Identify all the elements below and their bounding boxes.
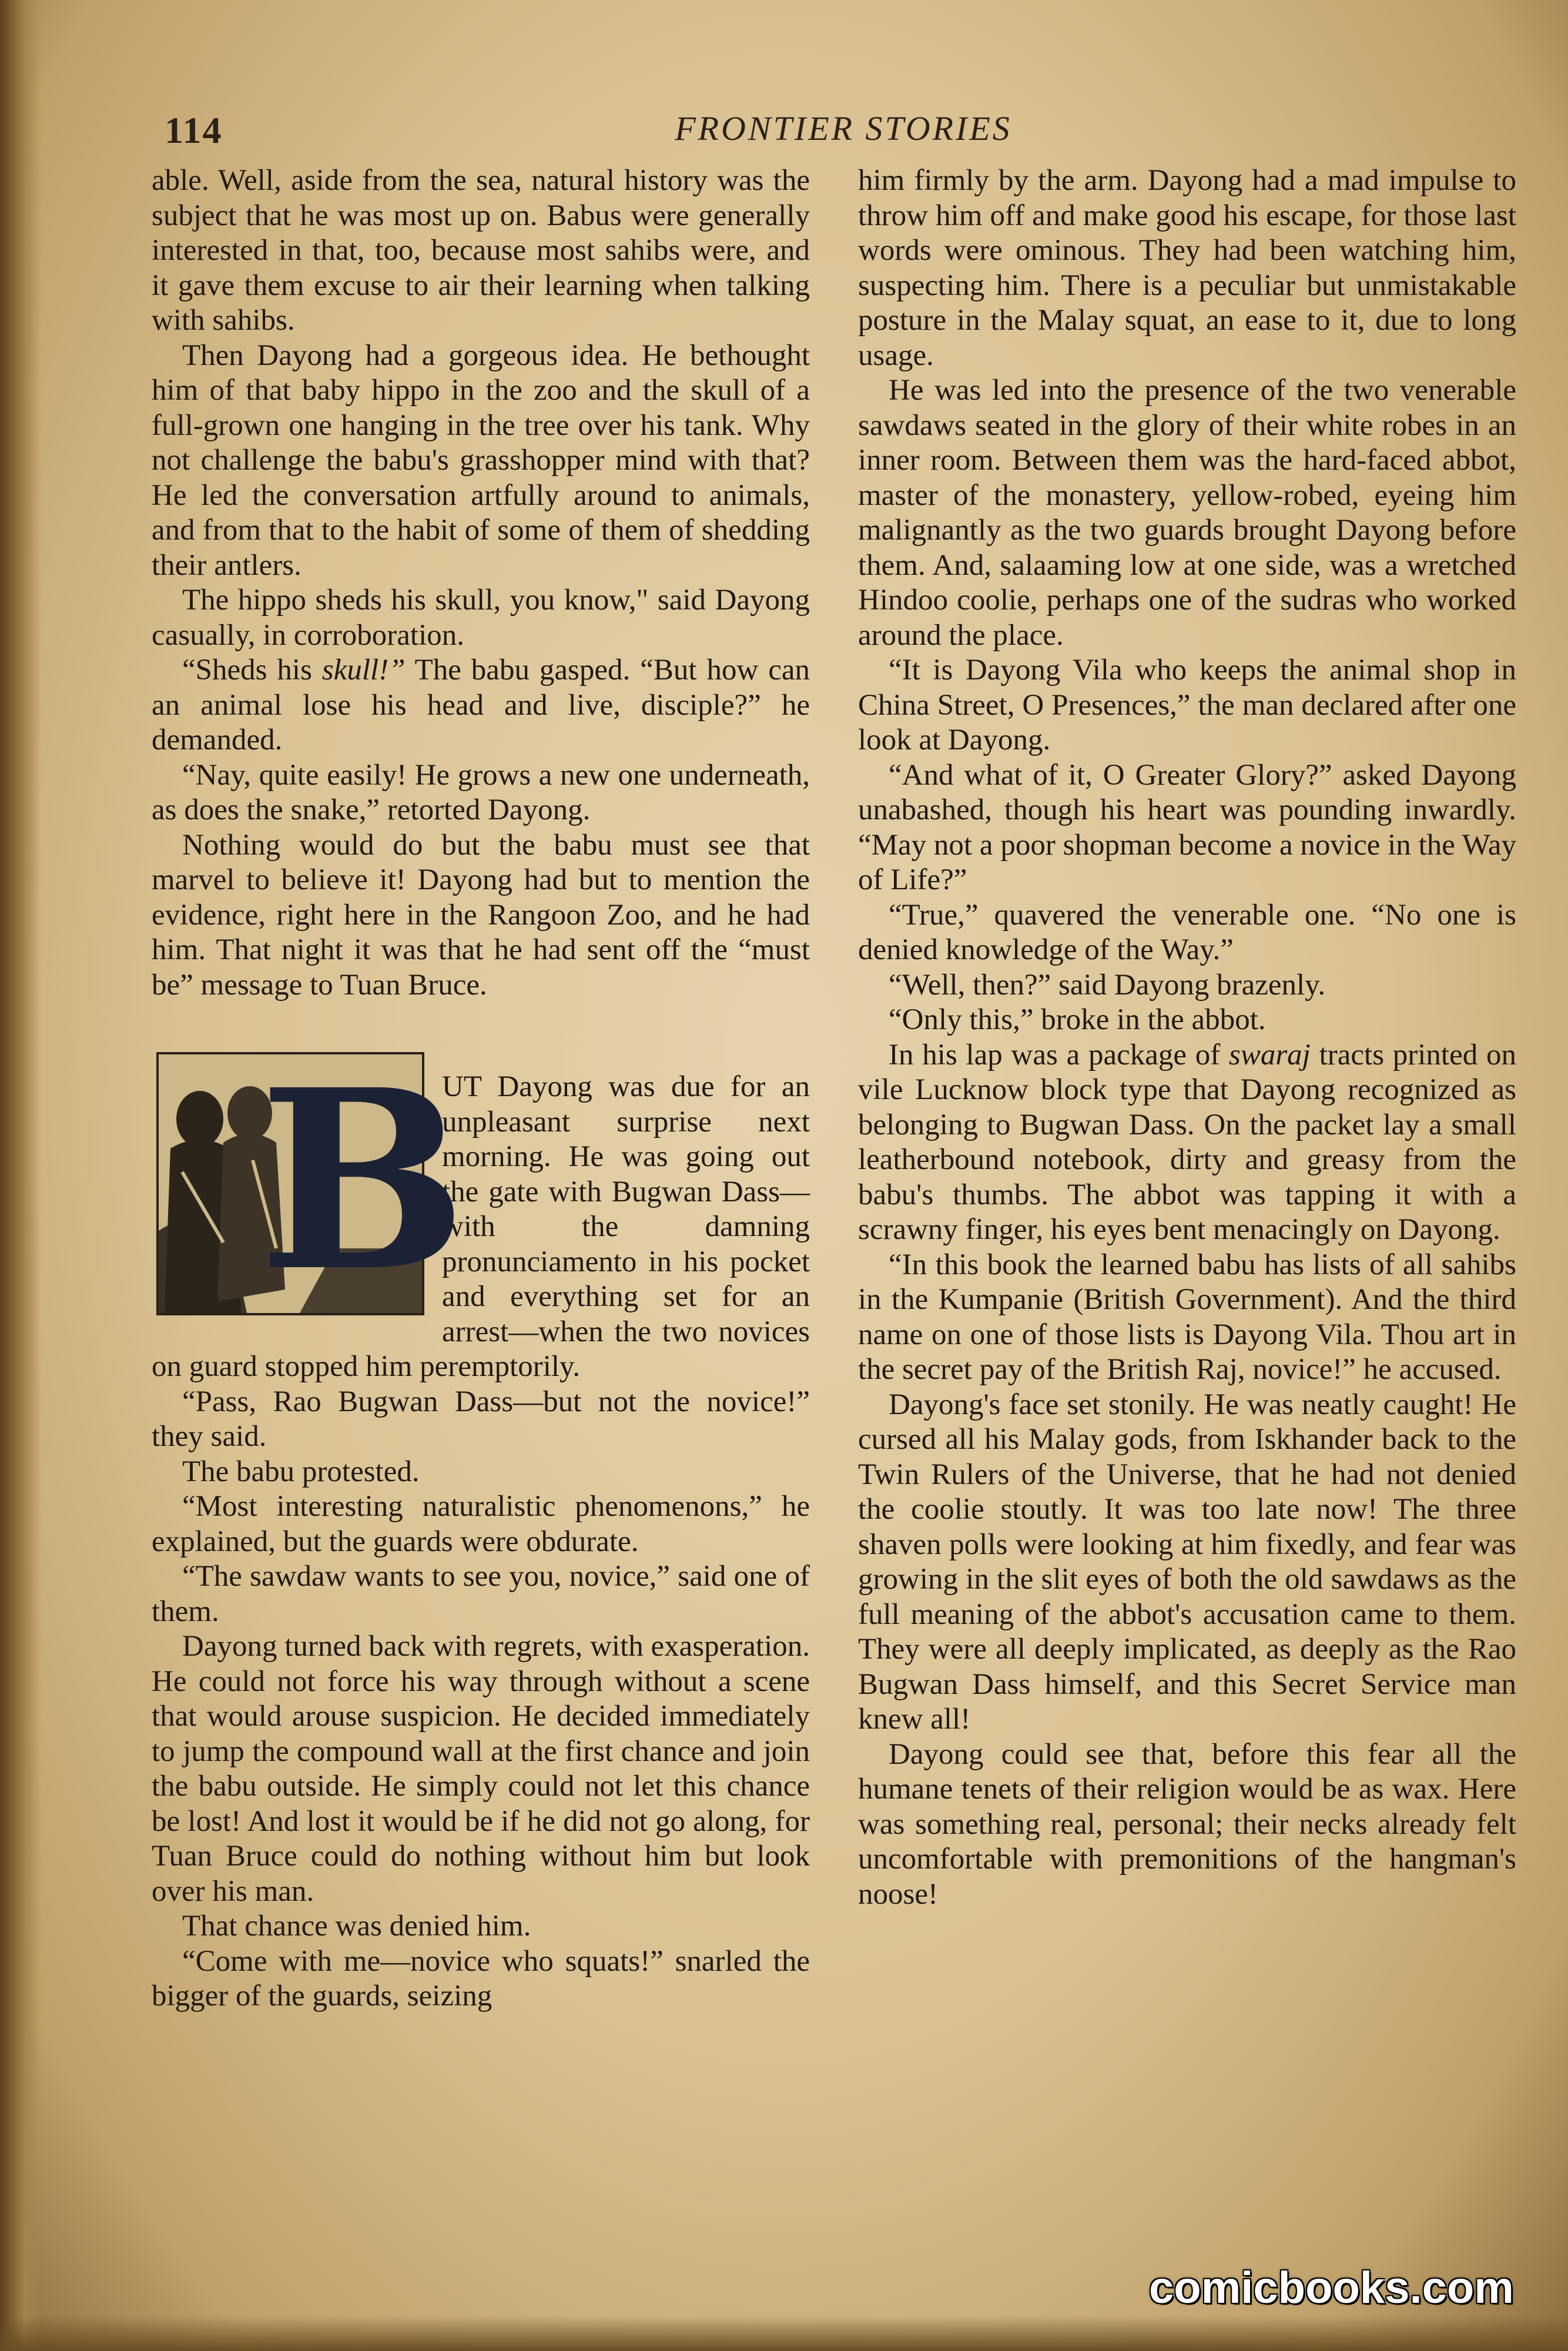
italic-text: swaraj bbox=[1228, 1038, 1311, 1071]
paragraph: “It is Dayong Vila who keeps the animal shop in China Street, O Presences,” the man declared after one look at Dayong. bbox=[858, 654, 1516, 756]
page-number: 114 bbox=[165, 109, 223, 151]
paragraph bbox=[152, 653, 810, 758]
paragraph: Dayong could see that, before this fear all the humane tenets of their religion would be as wax. Here was something real, personal; their necks already felt uncomfortable with premonitions of the hangman's noose! bbox=[858, 1737, 1516, 1911]
right-column bbox=[858, 163, 1516, 2303]
section-gap bbox=[152, 1003, 810, 1044]
paragraph: “Pass, Rao Bugwan Dass—but not the novice!” they said. bbox=[152, 1385, 810, 1453]
paragraph bbox=[858, 1038, 1516, 1248]
paragraph: He was led into the presence of the two venerable sawdaws seated in the glory of their white robes in an inner room. Between them was the hard-faced abbot, master of the monastery, yellow-robed, eyeing him malignantly as the two guards brought Dayong before them. And, salaaming low at one side, was a wretched Hindoo coolie, perhaps one of the sudras who worked around the place. bbox=[858, 374, 1516, 652]
paragraph: The babu protested. bbox=[182, 1455, 420, 1488]
paragraph: Then Dayong had a gorgeous idea. He bethought him of that baby hippo in the zoo and the skull of a full-grown one hanging in the tree over his tank. Why not challenge the babu's grasshopper mind with that? He led the conversation artfully around to animals, and from that to the habit of some of them of shedding their antlers. bbox=[152, 339, 810, 582]
watermark-text: comicbooks.com bbox=[1149, 2263, 1514, 2313]
paragraph: “Well, then?” said Dayong brazenly. bbox=[889, 968, 1326, 1002]
paragraph: Dayong turned back with regrets, with exasperation. He could not force his way through without a scene that would arouse suspicion. He decided immediately to jump the compound wall at the first chance and join the babu outside. He simply could not let this chance be lost! And lost it would be if he did not go along, for Tuan Bruce could do nothing without him but look over his man. bbox=[152, 1630, 810, 1908]
paragraph: The hippo sheds his skull, you know," said Dayong casually, in corroboration. bbox=[152, 584, 810, 652]
text-span: In his lap was a package of bbox=[889, 1038, 1229, 1071]
text-span: “Sheds his bbox=[182, 654, 322, 686]
paragraph: UT Dayong was due for an unpleasant surprise next morning. He was going out the gate with Bugwan Dass—with the damning pronunciamento in his pocket and everything set for an arrest—when the two novices on guard stopped him peremptorily. bbox=[152, 1070, 810, 1383]
paragraph: Nothing would do but the babu must see that marvel to believe it! Dayong had but to mention the evidence, right here in the Rangoon Zoo, and he had him. That night it was that he had sent off the “must be” message to Tuan Bruce. bbox=[152, 828, 810, 1002]
paragraph: “Most interesting naturalistic phenomenons,” he explained, but the guards were obdurate. bbox=[152, 1490, 810, 1558]
running-title: FRONTIER STORIES bbox=[675, 109, 1012, 148]
text-span: The babu gasped. “But how can an animal lose his head and live, disciple?” he demanded. bbox=[152, 654, 810, 756]
drop-cap-letter: B bbox=[259, 1036, 467, 1326]
paragraph: “And what of it, O Greater Glory?” asked Dayong unabashed, though his heart was pounding inwardly. “May not a poor shopman become a novice in the Way of Life?” bbox=[858, 758, 1516, 896]
drop-cap-illustration bbox=[156, 1036, 467, 1326]
paragraph: “Only this,” broke in the abbot. bbox=[889, 1003, 1266, 1036]
paragraph: “The sawdaw wants to see you, novice,” said one of them. bbox=[152, 1560, 810, 1628]
italic-text: skull!” bbox=[321, 654, 406, 686]
page-header bbox=[165, 109, 1522, 162]
page-bottom-shadow bbox=[0, 2316, 1568, 2351]
left-column bbox=[152, 163, 810, 2303]
paragraph: That chance was denied him. bbox=[182, 1910, 531, 1943]
page-binding-shadow bbox=[0, 0, 41, 2351]
paragraph: able. Well, aside from the sea, natural history was the subject that he was most up on. Babus were generally interested in that, too, because most sahibs were, and it gave them excuse to air their learning when talking with sahibs. bbox=[152, 164, 810, 337]
paragraph: “Nay, quite easily! He grows a new one underneath, as does the snake,” retorted Dayong. bbox=[152, 758, 810, 826]
paragraph: “In this book the learned babu has lists of all sahibs in the Kumpanie (British Government). And the third name on one of those lists is Dayong Vila. Thou art in the secret pay of the British Raj, novice!” he accused. bbox=[858, 1248, 1516, 1386]
text-span: tracts printed on vile Lucknow block type that Dayong recognized as belonging to Bugwan Dass. On the packet lay a small leatherbound notebook, dirty and greasy from the babu's thumbs. The abbot was tapping it with a scrawny finger, his eyes bent menacingly on Dayong. bbox=[858, 1038, 1516, 1246]
paragraph: him firmly by the arm. Dayong had a mad impulse to throw him off and make good his escape, for those last words were ominous. They had been watching him, suspecting him. There is a peculiar but unmistakable posture in the Malay squat, an ease to it, due to long usage. bbox=[858, 164, 1516, 372]
paragraph: Dayong's face set stonily. He was neatly caught! He cursed all his Malay gods, from Iskhander back to the Twin Rulers of the Universe, that he had not denied the coolie stoutly. It was too late now! The three shaven polls were looking at him fixedly, and fear was growing in the slit eyes of both the old sawdaws as the full meaning of the abbot's accusation came to them. They were all deeply implicated, as deeply as the Rao Bugwan Dass himself, and this Secret Service man knew all! bbox=[858, 1388, 1516, 1736]
paragraph: “Come with me—novice who squats!” snarled the bigger of the guards, seizing bbox=[152, 1944, 810, 2012]
paragraph: “True,” quavered the venerable one. “No one is denied knowledge of the Way.” bbox=[858, 898, 1516, 966]
